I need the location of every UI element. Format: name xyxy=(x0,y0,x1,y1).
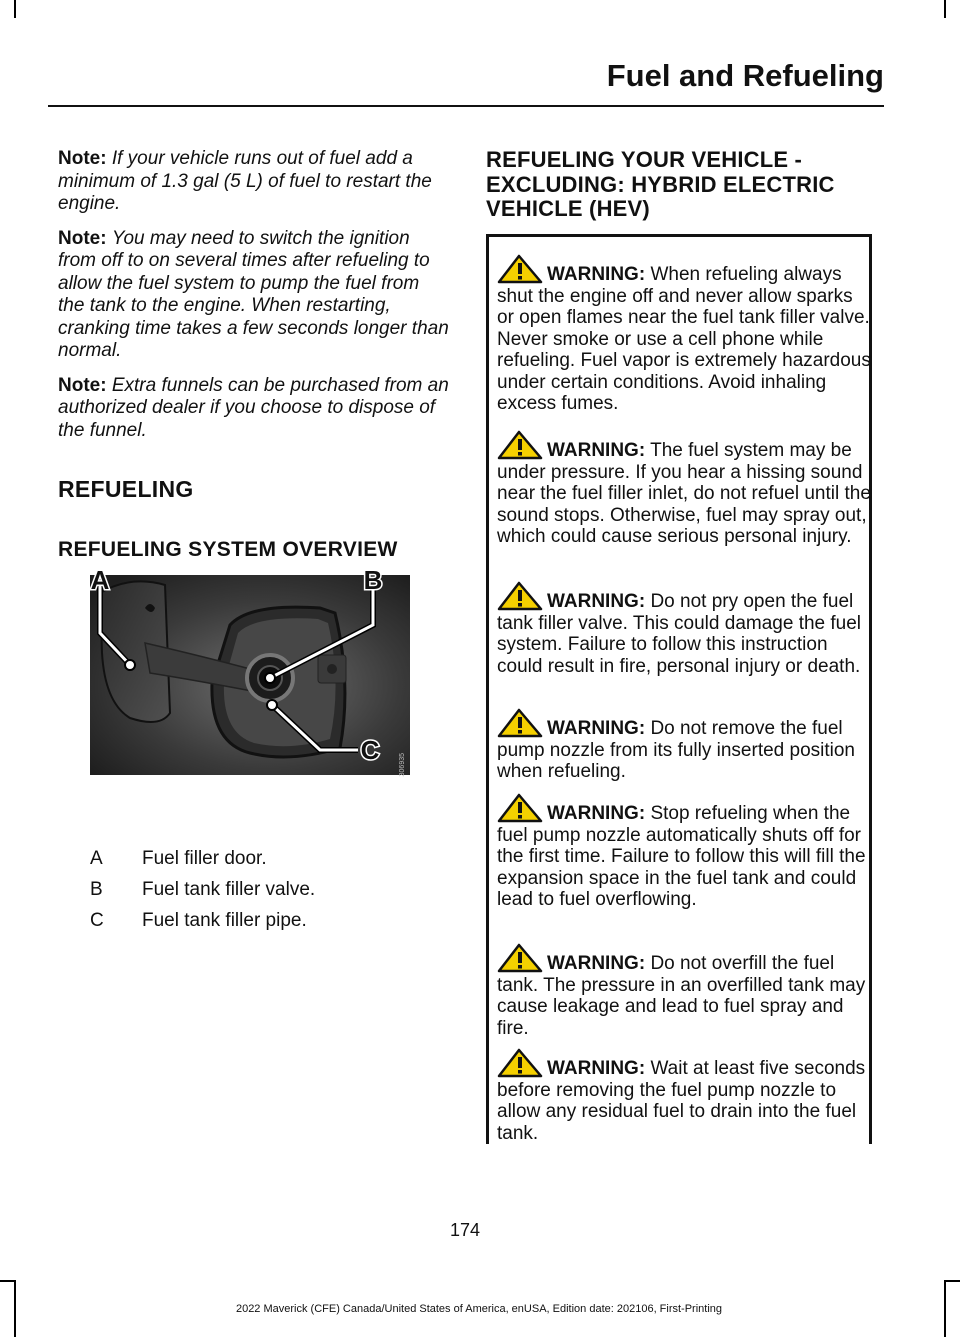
page-header xyxy=(0,58,884,94)
warning-text: Do not overfill the fuel tank. The pressure in an overfilled tank may cause leakage and lead to fuel spray and fire. xyxy=(497,953,866,1039)
subsection-heading-overview: REFUELING SYSTEM OVERVIEW xyxy=(58,538,398,561)
crop-mark xyxy=(946,1280,960,1282)
crop-mark xyxy=(14,0,16,18)
warning-label: WARNING: xyxy=(547,718,646,739)
warning-item xyxy=(497,254,872,415)
legend-text: Fuel tank filler valve. xyxy=(142,878,316,900)
legend-row xyxy=(90,874,450,905)
warning-item xyxy=(497,430,872,548)
warning-label: WARNING: xyxy=(547,803,646,824)
callout-c: C xyxy=(360,735,380,765)
note-paragraph xyxy=(58,375,450,443)
legend-row xyxy=(90,905,450,936)
warning-item xyxy=(497,1048,872,1144)
warning-text: When refueling always shut the engine off and never allow sparks or open flames near the fuel tank filler valve. Never smoke or use a cell phone while refueling. Fuel vapor is extremely hazardous under certain conditions. Avoid inhaling excess fumes. xyxy=(497,264,871,414)
warning-triangle-icon xyxy=(497,581,545,611)
warning-text: The fuel system may be under pressure. If you hear a hissing sound near the fuel filler inlet, do not refuel until the sound stops. Otherwise, fuel may spray out, which could cause serious personal injury. xyxy=(497,440,871,547)
legend-key: A xyxy=(90,847,103,869)
note-label: Note: xyxy=(58,374,107,396)
crop-mark xyxy=(0,1280,14,1282)
warning-triangle-icon xyxy=(497,254,545,284)
warning-item xyxy=(497,793,872,911)
page-title: Fuel and Refueling xyxy=(606,58,884,93)
legend-key: C xyxy=(90,909,104,931)
warning-label: WARNING: xyxy=(547,591,646,612)
warning-text: Do not pry open the fuel tank filler valve. This could damage the fuel system. Failure to follow this instruction could result in fire, personal injury or death. xyxy=(497,591,862,677)
legend-text: Fuel filler door. xyxy=(142,847,267,869)
warning-label: WARNING: xyxy=(547,440,646,461)
edition-footer: 2022 Maverick (CFE) Canada/United States of America, enUSA, Edition date: 202106, First-Printing xyxy=(235,1303,723,1315)
warning-triangle-icon xyxy=(497,430,545,460)
note-paragraph xyxy=(58,228,450,363)
fuel-door-illustration xyxy=(90,563,410,777)
note-text: Extra funnels can be purchased from an authorized dealer if you choose to dispose of the funnel. xyxy=(58,374,449,441)
section-heading-refueling-vehicle: REFUELING YOUR VEHICLE - EXCLUDING: HYBRID ELECTRIC VEHICLE (HEV) xyxy=(486,147,835,221)
legend-text: Fuel tank filler pipe. xyxy=(142,909,307,931)
figure-legend xyxy=(90,843,450,936)
warning-item xyxy=(497,943,872,1039)
callout-b: B xyxy=(363,565,383,595)
refueling-system-figure xyxy=(90,563,410,777)
note-label: Note: xyxy=(58,227,107,249)
figure-code: E306935 xyxy=(399,753,406,777)
header-divider xyxy=(48,105,884,107)
crop-mark xyxy=(944,0,946,18)
warning-label: WARNING: xyxy=(547,953,646,974)
warning-text: Wait at least five seconds before removing the fuel pump nozzle to allow any residual fuel to drain into the fuel tank. xyxy=(497,1058,866,1144)
crop-mark xyxy=(14,1280,16,1337)
callout-a: A xyxy=(90,565,110,595)
warning-triangle-icon xyxy=(497,1048,545,1078)
note-paragraph xyxy=(58,148,450,216)
warning-item xyxy=(497,708,872,783)
warning-text: Stop refueling when the fuel pump nozzle automatically shuts off for the first time. Failure to follow this will fill the expansion space in the fuel tank and could lead to fuel overflowing. xyxy=(497,803,866,910)
right-column xyxy=(486,148,878,222)
warning-text: Do not remove the fuel pump nozzle from its fully inserted position when refueling. xyxy=(497,718,855,782)
warning-triangle-icon xyxy=(497,943,545,973)
legend-key: B xyxy=(90,878,103,900)
page-number: 174 xyxy=(449,1220,481,1240)
legend-row xyxy=(90,843,450,874)
note-text: You may need to switch the ignition from off to on several times after refueling to allow the fuel system to pump the fuel from the tank to the engine. When restarting, cranking time takes a few seconds longer than normal. xyxy=(58,227,449,361)
left-column xyxy=(58,148,450,562)
warning-label: WARNING: xyxy=(547,264,646,285)
crop-mark xyxy=(944,1280,946,1337)
section-heading-refueling: REFUELING xyxy=(58,476,194,502)
warning-triangle-icon xyxy=(497,793,545,823)
note-label: Note: xyxy=(58,148,107,169)
note-text: If your vehicle runs out of fuel add a minimum of 1.3 gal (5 L) of fuel to restart the engine. xyxy=(58,148,432,214)
warning-label: WARNING: xyxy=(547,1058,646,1079)
warning-item xyxy=(497,581,872,677)
warning-triangle-icon xyxy=(497,708,545,738)
